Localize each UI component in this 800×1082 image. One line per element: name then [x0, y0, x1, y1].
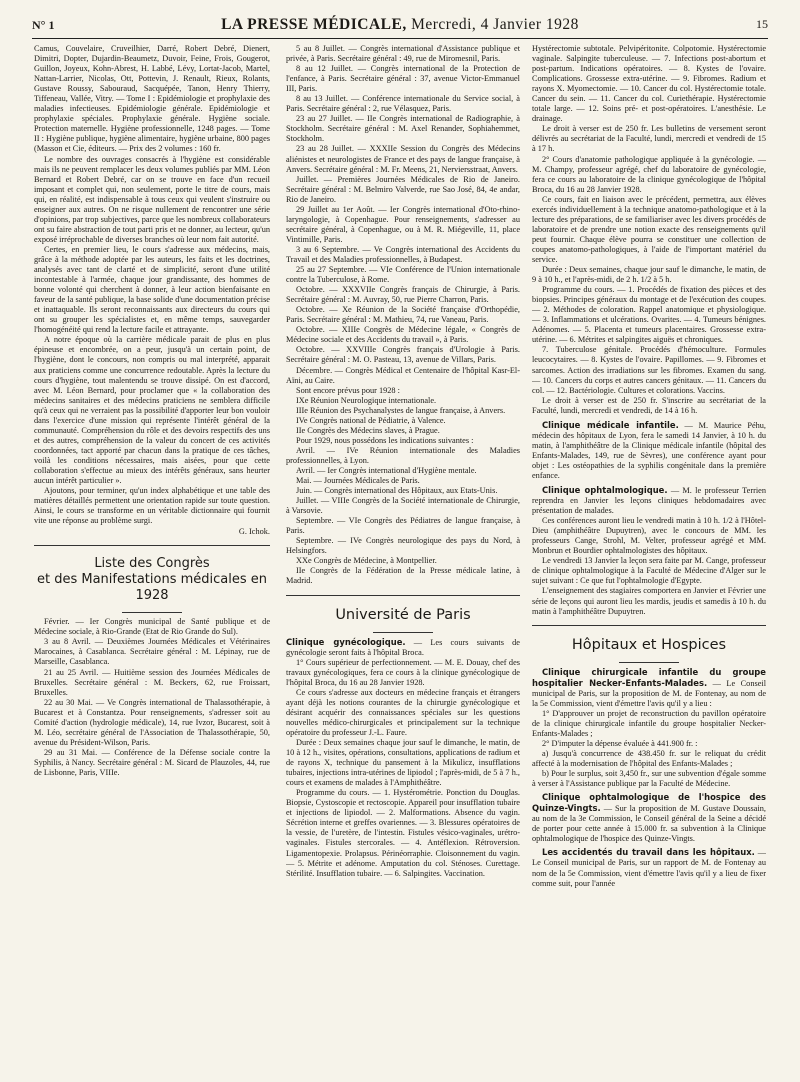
- quinze-vingts-heading: Clinique ophtalmologique de l'hospice des Quinze-Vingts.: [532, 792, 766, 814]
- page-number: 15: [756, 17, 768, 31]
- journal-title: [152, 16, 648, 34]
- congres-list-continued: [286, 44, 520, 587]
- congres-item: 5 au 8 Juillet. — Congrès international d'Assistance publique et privée, à Paris. Secrétaire général : 49, rue de Miromesnil, Paris.: [286, 44, 520, 64]
- univ-paragraph: Programme du cours. — 1. Hystérométrie. Ponction du Douglas. Biopsie, Cystoscopie et rectoscopie. Appareil pour insufflation tubaire et injections de lipiodol. — 2. Malformations. Absence du vagin. Sécrétion interne et greffes ovariennes. — 3. Blessures opératoires de la vessie, de l'uretère, de l'intestin. Fistules vésico-vaginales, urétro-vaginales. Fistules stercorales. — 4. Antéflexion. Rétroversion. Ligamentopexie. Prolapsus. Périnéorraphie. Cloisonnement du vagin. — 5. Métrite et adénome. Amputation du col. Sténoses. Curettage. Stérilité. Insufflation tubaire. — 6. Salpingites. Vaccination.: [286, 788, 520, 878]
- congres-item: Septembre. — IVe Congrès neurologique des pays du Nord, à Helsingfors.: [286, 536, 520, 556]
- hopitaux-paragraph: 2° D'imputer la dépense évaluée à 441.900 fr. :: [542, 738, 698, 748]
- congres-item: 8 au 12 Juillet. — Congrès international de la Protection de l'enfance, à Paris. Secrétaire général : 37, avenue Victor-Emmanuel III, Paris.: [286, 64, 520, 94]
- issue-number: N° 1: [32, 18, 55, 32]
- congres-item: IVe Congrès national de Pédiatrie, à Valence.: [296, 415, 446, 425]
- congres-item: 22 au 30 Mai. — Ve Congrès international de Thalassothérapie, à Bucarest et à Constantza. Pour renseignements, s'adresser soit au Comité d'action (hydrologie médicale), 14, rue Ivzor, Bucarest, soit à M. Léo, secrétaire général de l'Association de Thalassothérapie, 50, avenue du Président-Wilson, Paris.: [34, 697, 270, 747]
- column-2: [286, 44, 520, 1074]
- hopitaux-paragraph: Les accidentés du travail dans les hôpitaux. — Le Conseil municipal de Paris, sur un rapport de M. de Fontenay au nom de la 5e Commission, vient d'émettre l'avis qu'il y a lieu de fixer comme suit, pour l'année: [532, 847, 766, 888]
- congres-item: 3 au 8 Avril. — Deuxièmes Journées Médicales et Vétérinaires Marocaines, à Casablanca. Secrétaire général : M. Lépinay, rue de Marseille, Casablanca.: [34, 637, 270, 667]
- necker-heading: Clinique chirurgicale infantile du groupe hospitalier Necker-Enfants-Malades.: [532, 666, 766, 688]
- univ-paragraph: Ce cours s'adresse aux docteurs en médecine français et étrangers ayant déjà les notions courantes de la chirurgie gynécologique et désirant acquérir des connaissances spéciales sur les questions nouvelles médico-chirurgicales et principalement sur la technique opératoire du professeur J.-L. Faure.: [286, 687, 520, 737]
- hopitaux-paragraph: b) Pour le surplus, soit 3,450 fr., sur une subvention d'égale somme à verser à l'Assistance publique par la Faculté de Médecine.: [532, 769, 766, 789]
- accidentes-heading: Les accidentés du travail dans les hôpitaux.: [542, 847, 755, 858]
- congres-item: Février. — Ier Congrès municipal de Santé publique et de Médecine sociale, à Rio-Grande (Etat de Rio Grande do Sul).: [34, 617, 270, 637]
- univ-paragraph: Clinique gynécologique. — Les cours suivants de gynécologie seront faits à l'hôpital Broca.: [286, 636, 520, 657]
- univ-paragraph: Le droit à verser est de 250 fr. S'inscrire au secrétariat de la Faculté, lundi, mercredi et vendredi, de 14 à 16 h.: [532, 395, 766, 415]
- univ-paragraph: Durée : Deux semaines, chaque jour sauf le dimanche, le matin, de 9 à 10 h., et l'après-midi, de 2 h. 1/2 à 5 h.: [532, 265, 766, 285]
- congres-item: Juillet. — VIIIe Congrès de la Société internationale de Chirurgie, à Varsovie.: [286, 496, 520, 516]
- congres-item: Juillet. — Premières Journées Médicales de Rio de Janeiro. Secrétaire général : M. Belmiro Valverde, rue Sao José, 84, 4e andar, Rio de Janeiro.: [286, 174, 520, 204]
- univ-paragraph: 1° Cours supérieur de perfectionnement. — M. E. Douay, chef des travaux gynécologiques, fera ce cours à la clinique gynécologique de l'hôpital Broca, du 16 au 28 Janvier 1928.: [286, 657, 520, 687]
- univ-paragraph: 7. Tuberculose génitale. Procédés d'hémoculture. Formules leucocytaires. — 8. Kystes de l'ovaire. Papillomes. — 9. Fibromes et sarcomes. Action des irradiations sur les fibromes. Examen du sang. — 10. Cancers du corps et autres cancers génitaux. — 11. Cancers du col. — 12. Bactériologie. Cultures et colorations. Vaccins.: [532, 345, 766, 395]
- hopitaux-paragraph: Clinique chirurgicale infantile du groupe hospitalier Necker-Enfants-Malades. — Le Conseil municipal de Paris, sur la proposition de M. de Fontenay, au nom de la 5e Commission, vient d'émettre l'avis qu'il y a lieu :: [532, 666, 766, 708]
- congres-item: Septembre. — VIe Congrès des Pédiatres de langue française, à Paris.: [286, 516, 520, 536]
- univ-paragraph: Programme du cours. — 1. Procédés de fixation des pièces et des biopsies. Principes généraux du montage et de l'exécution des coupes. — 2. Méthodes de coloration. Rappel anatomique et physiologique. — 3. Inflammations et ulcérations. Ovarites. — 4. Tumeurs bénignes. Adénomes. — 5. Placenta et tumeurs placentaires. Grossesse extra-utérine. — 6. Métrites et salpingites aiguës et chroniques.: [532, 285, 766, 345]
- congres-item: Juin. — Congrès international des Hôpitaux, aux Etats-Unis.: [296, 486, 498, 496]
- review-signature: G. Ichok.: [238, 527, 270, 537]
- univ-paragraph: 2° Cours d'anatomie pathologique appliquée à la gynécologie. — M. Champy, professeur agrégé, chef du laboratoire de gynécologie, fera ce cours au laboratoire de la clinique gynécologique de l'hôpital Broca, du 16 au 28 Janvier 1928.: [532, 154, 766, 194]
- congres-item: Sont encore prévus pour 1928 :: [296, 385, 400, 395]
- section-divider: [532, 625, 766, 626]
- column-1: [34, 44, 270, 1074]
- review-paragraph: A notre époque où la carrière médicale parait de plus en plus épineuse et encombrée, on a peur, jusqu'à un certain point, de l'hygiène, dont le concours, non compris ou mal interprété, apparait aux praticiens comme une concurrence redoutable. Après la lecture du cours d'hygiène, tout malentendu se trouve dissipé. On est d'accord, avec M. Léon Bernard, pour proclamer que « la collaboration des médecins sanitaires et des médecins praticiens ne semblera difficile qu'à ceux qui ne verraient pas la possibilité d'apporter leur bon vouloir dans l'exercice d'une mission qui représente l'intérêt général de la communauté. Compréhension du rôle et des devoirs respectifs des uns et des autres, compréhension de la valeur du concert de ces activités coordonnées, tact apporté par chacun dans la pratique de ces tâches, voilà les conditions nécessaires, mais aisées, pour que cette collaboration s'effectue au mieux des intérêts généraux, sans heurter aucun intérêt particulier ».: [34, 335, 270, 486]
- congres-item: 29 au 31 Mai. — Conférence de la Défense sociale contre la Syphilis, à Nancy. Secrétaire général : M. Sicard de Plauzoles, 44, rue de Lisbonne, Paris, VIIIe.: [34, 747, 270, 777]
- congres-item: 21 au 25 Avril. — Huitième session des Journées Médicales de Bruxelles. Secrétaire général : M. Beckers, 62, rue Froissart, Bruxelles.: [34, 667, 270, 697]
- congres-item: Pour 1929, nous possédons les indications suivantes :: [296, 435, 474, 445]
- congres-item: 3 au 6 Septembre. — Ve Congrès international des Accidents du Travail et des Maladies professionnelles, à Budapest.: [286, 244, 520, 264]
- congres-item: Octobre. — XIIIe Congrès de Médecine légale, « Congrès de Médecine sociale et des Accidents du travail », à Paris.: [286, 325, 520, 345]
- congres-item: Mai. — Journées Médicales de Paris.: [296, 476, 420, 486]
- congres-item: Décembre. — Congrès Médical et Centenaire de l'hôpital Kasr-El-Aïni, au Caire.: [286, 365, 520, 385]
- title-underline: [122, 612, 182, 613]
- section-divider: [34, 545, 270, 546]
- page-header: [32, 16, 768, 39]
- congres-item: IIe Congrès de la Fédération de la Presse médicale latine, à Madrid.: [286, 566, 520, 586]
- ophtal-paragraph: L'enseignement des stagiaires comportera en Janvier et Février une série de leçons qui auront lieu les mardis, jeudis et samedis à 10 h. du matin à l'amphithéâtre Dupuytren.: [532, 586, 766, 616]
- congres-item: 8 au 13 Juillet. — Conférence internationale du Service social, à Paris. Secrétaire général : 2, rue Vélasquez, Paris.: [286, 94, 520, 114]
- congres-item: IIIe Réunion des Psychanalystes de langue française, à Anvers.: [296, 405, 506, 415]
- infantile-paragraph: Clinique médicale infantile. — M. Maurice Péhu, médecin des hôpitaux de Lyon, fera le samedi 14 Janvier, à 10 h. du matin, à l'amphithéâtre de la Clinique médicale infantile (hôpital des Enfants-Malades, 149, rue de Sèvres), une conférence ayant pour objet : Les ostéopathies de la syphilis congénitale dans la première enfance.: [532, 419, 766, 480]
- review-paragraph: Ajoutons, pour terminer, qu'un index alphabétique et une table des matières détaillés permettent une orientation rapide sur toute question. Ainsi, le cours se transforme en un véritable dictionnaire qui fournit vite une réponse au problème surgi.: [34, 486, 270, 526]
- hopitaux-paragraph: a) Jusqu'à concurrence de 438.450 fr. sur le reliquat du crédit affecté à la modernisation de l'hôpital des Enfants-Malades ;: [532, 749, 766, 769]
- congres-title-line-2: et des Manifestations médicales en 1928: [36, 572, 268, 604]
- congres-item: Avril. — Ier Congrès international d'Hygiène mentale.: [296, 465, 477, 475]
- congres-item: Octobre. — Xe Réunion de la Société française d'Orthopédie, Paris. Secrétaire général : M. Mathieu, 74, rue Vaneau, Paris.: [286, 305, 520, 325]
- congres-item: IXe Réunion Neurologique internationale.: [296, 395, 437, 405]
- congres-list: [34, 617, 270, 778]
- clinique-infantile-heading: Clinique médicale infantile.: [542, 419, 679, 430]
- congres-item: 25 au 27 Septembre. — VIe Conférence de l'Union internationale contre la Tuberculose, à Rome.: [286, 265, 520, 285]
- title-underline: [373, 632, 433, 633]
- review-paragraph: Camus, Couvelaire, Cruveilhier, Darré, Robert Debré, Dienert, Dimitri, Dopter, Dujardin-Beaumetz, Duvoir, Feine, Frois, Gougerot, Guillon, Joyeux, Kohn-Abrest, H. Labbé, Lévy, Lortat-Jacob, Martel, Nattan-Larrier, Nicolas, Ott, Pottevin, J. Renault, Rieux, Rolants, Gustave Roussy, Sabouraud, Sacquépée, Tanon, Henry Thierry, Tiffeneau, Vallée, Vitry. — Tome I : Epidémiologie et prophylaxie des maladies infectieuses. Epidémiologie générale. Epidémiologie et prophylaxie spéciales. Prophylaxie générale. Hygiène sociale. Protection maternelle. Hygiène professionnelle, 1248 pages. — Tome II : Hygiène publique, hygiène alimentaire, hygiène urbaine, 800 pages (Masson et Cie, éditeurs. — Prix des 2 volumes : 160 fr.: [34, 44, 270, 154]
- review-paragraph: Le nombre des ouvrages consacrés à l'hygiène est considérable mais ils ne peuvent remplacer les deux volumes publiés par MM. Léon Bernard et Robert Debré, car on se trouve en face d'un recueil imposant et complet qui, non seulement, porte le titre de cours, mais qui, en réalité, est indispensable à tous ceux qui veulent s'instruire ou enseigner aux autres. On ne risque nullement de rencontrer une série d'opinions, par trop subjectives, parce que les nombreux collaborateurs ont su faire abstraction de tout parti pris et ne donner, au lecteur, qu'un exposé irréprochable de diverses branches où leur nom fait autorité.: [34, 154, 270, 244]
- issue-date: Mercredi, 4 Janvier 1928: [411, 16, 579, 33]
- column-3: [532, 44, 766, 1074]
- congres-item: Avril. — IVe Réunion internationale des Maladies professionnelles, à Lyon.: [286, 445, 520, 465]
- univ-paragraph: Durée : Deux semaines chaque jour sauf le dimanche, le matin, de 10 à 12 h., visites, opérations, consultations, applications de radium et de rayons X, technique du pansement à la Mikulicz, insufflations tubaires, injections intra-utérines de lipiodol ; l'après-midi, de 5 à 7 h., cours et examens de malades à l'Amphithéâtre.: [286, 738, 520, 788]
- congres-item: 23 au 28 Juillet. — XXXIIe Session du Congrès des Médecins aliénistes et neurologistes de France et des pays de langue française, à Anvers. Secrétaire général : M. Fr. Meens, 21, Nerviersstraat, Anvers.: [286, 144, 520, 174]
- congres-section-title: [34, 556, 270, 604]
- univ-paragraph: Le droit à verser est de 250 fr. Les bulletins de versement seront délivrés au secrétariat de la Faculté, lundi, mercredi et vendredi de 15 à 17 h.: [532, 124, 766, 154]
- congres-item: Octobre. — XXVIIIe Congrès français d'Urologie à Paris. Secrétaire général : M. O. Pasteau, 13, avenue de Villars, Paris.: [286, 345, 520, 365]
- congres-item: IIe Congrès des Médecins slaves, à Prague.: [296, 425, 440, 435]
- univ-paragraph: Ce cours, fait en liaison avec le précédent, permettra, aux élèves exercés individuellement à la technique anatomo-pathologique et à la lecture des préparations, de se familiariser avec les divers procédés de laboratoire et de prendre une notion exacte des renseignements qu'il peut fournir. Chaque élève pourra se constituer une collection de coupes anatomo-pathologiques, à l'aide de l'important matériel du service.: [532, 194, 766, 264]
- ophtal-paragraph: Le vendredi 13 Janvier la leçon sera faite par M. Cange, professeur de clinique ophtalmologique à la Faculté de Médecine d'Alger sur le sujet suivant : Ce que fut l'ophtalmologie d'Egypte.: [532, 556, 766, 586]
- ophtal-paragraph: Ces conférences auront lieu le vendredi matin à 10 h. 1/2 à l'Hôtel-Dieu (amphithéâtre Dupuytren), avec le concours de MM. les professeurs Cange, Strohl, M. Velter, professeur agrégé et MM. Monbrun et Bourdier ophtalmologistes des hôpitaux.: [532, 516, 766, 556]
- congres-item: Octobre. — XXXVIIe Congrès français de Chirurgie, à Paris. Secrétaire général : M. Auvray, 50, rue Pierre Charron, Paris.: [286, 285, 520, 305]
- journal-name: LA PRESSE MÉDICALE,: [221, 16, 407, 33]
- hopitaux-paragraph: Clinique ophtalmologique de l'hospice des Quinze-Vingts. — Sur la proposition de M. Gustave Doussain, au nom de la 3e Commission, le Conseil général de la Seine a décidé de porter pour cette année à 15.000 fr. sa subvention à la Clinique ophtalmologique de l'hospice des Quinze-Vingts.: [532, 792, 766, 844]
- universite-section-title: Université de Paris: [335, 606, 471, 623]
- congres-title-line-1: Liste des Congrès: [94, 556, 210, 572]
- hopitaux-paragraph: 1° D'approuver un projet de reconstruction du pavillon opératoire de la clinique chirurgicale infantile du groupe hospitalier Necker-Enfants-Malades ;: [532, 708, 766, 738]
- congres-item: XXe Congrès de Médecine, à Montpellier.: [296, 556, 437, 566]
- clinique-gyneco-heading: Clinique gynécologique.: [286, 636, 406, 647]
- review-paragraph: Certes, en premier lieu, le cours s'adresse aux médecins, mais, grâce à la méthode adoptée par les auteurs, les faits et les doctrines, analysés avec tant de clarté et de simplicité, seront d'une utilité incontestable à l'armée, chaque jour grandissante, des hommes de bonne volonté qui cherchent à donner, à leur action bienfaisante en faveur de la santé publique, la base solide d'une documentation précise et inattaquable. Ils seront reconnaissants aux directeurs du cours qui ont su grouper les spécialistes et, en même temps, sauvegarder l'homogénéité qui rend la lecture facile et attrayante.: [34, 244, 270, 335]
- congres-item: 29 Juillet au 1er Août. — Ier Congrès international d'Oto-rhino-laryngologie, à Copenhague. Pour renseignements, s'adresser au secrétaire général, à Copenhague, ou à M. R. Miégeville, 11, place Vintimille, Paris.: [286, 204, 520, 244]
- hopitaux-section-title: Hôpitaux et Hospices: [571, 636, 727, 653]
- univ-paragraph: Hystérectomie subtotale. Pelvipéritonite. Colpotomie. Hystérectomie vaginale. Salpingite tuberculeuse. — 7. Infections post-abortum et post-partum. Indications opératoires. — 8. Kystes de l'ovaire. Complications. Grossesse extra-utérine. — 9. Fibromes. Radium et rayons X. Myomectomie. — 10. Cancer du col. Hystérectomie totale. Cancer du sein. — 11. Cancer du col. Curiethérapie. Hystérectomie totale large. — 12. Soins pré- et post-opératoires. L'anesthésie. Le drainage.: [532, 44, 766, 124]
- congres-item: 23 au 27 Juillet. — IIe Congrès international de Radiographie, à Stockholm. Secrétaire général : M. Axel Renander, Sophiahemmet, Stockholm.: [286, 114, 520, 144]
- ophtal-paragraph: Clinique ophtalmologique. — M. le professeur Terrien reprendra en Janvier les leçons cliniques hebdomadaires avec présentation de malades.: [532, 485, 766, 516]
- clinique-ophtal-heading: Clinique ophtalmologique.: [542, 485, 668, 496]
- title-underline: [619, 662, 679, 663]
- section-divider: [286, 595, 520, 596]
